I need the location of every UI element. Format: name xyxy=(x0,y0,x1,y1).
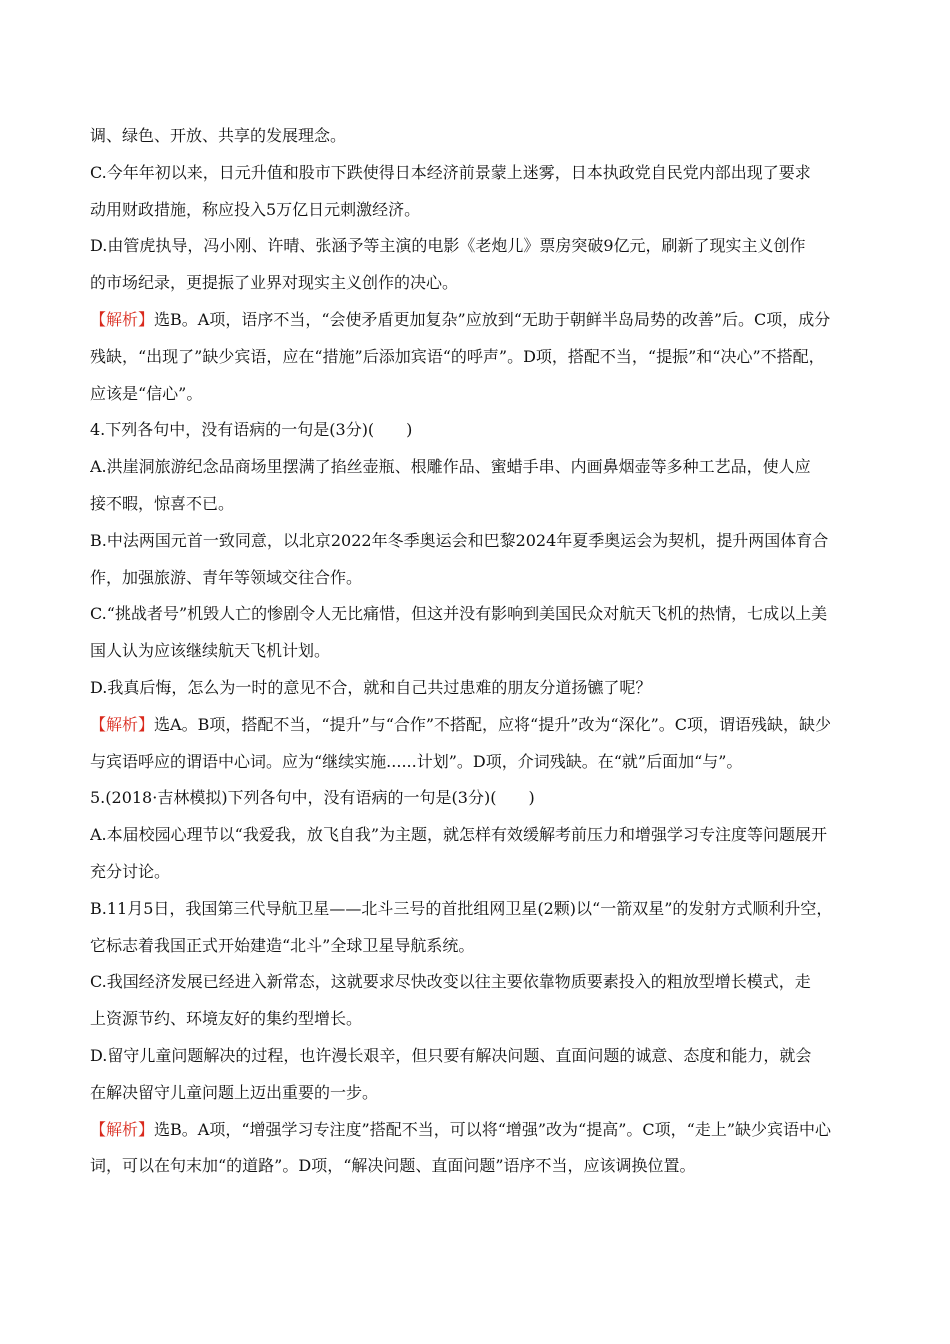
analysis-tag: 【解析】 xyxy=(90,714,155,734)
text-line: C.我国经济发展已经进入新常态，这就要求尽快改变以往主要依靠物质要素投入的粗放型增长模式，走 xyxy=(90,972,811,992)
analysis-line: 【解析】选B。A项，语序不当，“会使矛盾更加复杂”应放到“无助于朝鲜半岛局势的改善”后。C项，成分 xyxy=(90,309,831,329)
analysis-line: 【解析】选B。A项，“增强学习专注度”搭配不当，可以将“增强”改为“提高”。C项，“走上”缺少宾语中心 xyxy=(90,1119,832,1139)
text-line: 上资源节约、环境友好的集约型增长。 xyxy=(90,1009,363,1029)
text-line: 应该是“信心”。 xyxy=(90,383,203,403)
text-line: A.本届校园心理节以“我爱我，放飞自我”为主题，就怎样有效缓解考前压力和增强学习专注度等问题展开 xyxy=(90,825,828,845)
text-line: 它标志着我国正式开始建造“北斗”全球卫星导航系统。 xyxy=(90,935,475,955)
question-line: 5.(2018·吉林模拟)下列各句中，没有语病的一句是(3分)( ) xyxy=(90,788,535,808)
text-line: B.11月5日，我国第三代导航卫星——北斗三号的首批组网卫星(2颗)以“一箭双星”的发射方式顺利升空， xyxy=(90,898,833,918)
document-body xyxy=(90,118,865,1185)
text-line: 词，可以在句末加“的道路”。D项，“解决问题、直面问题”语序不当，应该调换位置。 xyxy=(90,1156,696,1176)
question-line: 4.下列各句中，没有语病的一句是(3分)( ) xyxy=(90,420,413,440)
text-line: 接不暇，惊喜不已。 xyxy=(90,493,235,513)
analysis-tag: 【解析】 xyxy=(90,1119,155,1139)
text-line: B.中法两国元首一致同意，以北京2022年冬季奥运会和巴黎2024年夏季奥运会为契机，提升两国体育合 xyxy=(90,530,829,550)
text-line: 充分讨论。 xyxy=(90,861,171,881)
analysis-line: 【解析】选A。B项，搭配不当，“提升”与“合作”不搭配，应将“提升”改为“深化”。C项，谓语残缺，缺少 xyxy=(90,714,832,734)
text-line: 作，加强旅游、青年等领域交往合作。 xyxy=(90,567,363,587)
text-line: D.留守儿童问题解决的过程，也许漫长艰辛，但只要有解决问题、直面问题的诚意、态度和能力，就会 xyxy=(90,1045,812,1065)
text-line: A.洪崖洞旅游纪念品商场里摆满了掐丝壶瓶、根雕作品、蜜蜡手串、内画鼻烟壶等多种工艺品，使人应 xyxy=(90,457,811,477)
text-line: 在解决留守儿童问题上迈出重要的一步。 xyxy=(90,1082,379,1102)
text-line: 的市场纪录，更提振了业界对现实主义创作的决心。 xyxy=(90,273,459,293)
text-line: 国人认为应该继续航天飞机计划。 xyxy=(90,641,331,661)
analysis-tag: 【解析】 xyxy=(90,309,155,329)
text-line: C.今年年初以来，日元升值和股市下跌使得日本经济前景蒙上迷雾，日本执政党自民党内部出现了要求 xyxy=(90,162,811,182)
text-line: D.由管虎执导，冯小刚、许晴、张涵予等主演的电影《老炮儿》票房突破9亿元，刷新了现实主义创作 xyxy=(90,236,806,256)
text-line: 调、绿色、开放、共享的发展理念。 xyxy=(90,126,347,145)
text-line: D.我真后悔，怎么为一时的意见不合，就和自己共过患难的朋友分道扬镳了呢？ xyxy=(90,677,652,697)
text-line: C.“挑战者号”机毁人亡的惨剧令人无比痛惜，但这并没有影响到美国民众对航天飞机的热情，七成以上美 xyxy=(90,604,828,624)
text-line: 与宾语呼应的谓语中心词。应为“继续实施......计划”。D项，介词残缺。在“就”后面加“与”。 xyxy=(90,751,743,771)
text-line: 残缺，“出现了”缺少宾语，应在“措施”后添加宾语“的呼声”。D项，搭配不当，“提振”和“决心”不搭配， xyxy=(90,346,825,366)
text-line: 动用财政措施，称应投入5万亿日元刺激经济。 xyxy=(90,199,421,219)
